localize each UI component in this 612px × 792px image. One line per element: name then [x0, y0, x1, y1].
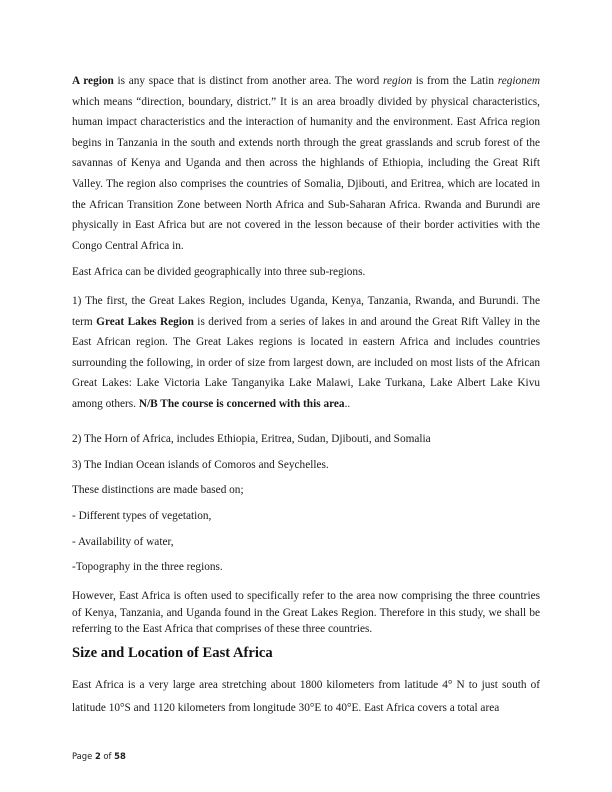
current-page-number: 2 — [94, 751, 101, 761]
paragraph-region-definition: A region is any space that is distinct from another area. The word region is from the Latin regionem which means “direction, boundary, district.” It is an area broadly divided by physical characteristics, human impact characteristics and the interaction of humanity and the environment. East Africa region begins in Tanzania in the south and extends north through the great grasslands and scrub forest of the savannas of Kenya and Uganda and then across the highlands of Ethiopia, including the Great Rift Valley. The region also comprises the countries of Somalia, Djibouti, and Eritrea, which are located in the African Transition Zone between North Africa and Sub-Saharan Africa. Rwanda and Burundi are physically in East Africa but are not covered in the lesson because of their border activities with the Congo Central Africa in. — [72, 75, 540, 252]
note-course-area: N/B The course is concerned with this area — [138, 397, 345, 410]
list-item-indian-ocean: 3) The Indian Ocean islands of Comoros and Seychelles. — [72, 459, 329, 471]
paragraph-sub-regions-intro: East Africa can be divided geographically into three sub-regions. — [72, 266, 366, 278]
paragraph-however: However, East Africa is often used to specifically refer to the area now comprising the three countries of Kenya, Tanzania, and Uganda found in the Great Lakes Region. Therefore in this study, we shall be referring to the East Africa that comprises of these three countries. — [72, 590, 540, 635]
section-heading: Size and Location of East Africa — [72, 645, 273, 661]
distinction-item: - Availability of water, — [72, 536, 174, 548]
total-pages: 58 — [114, 751, 126, 761]
distinctions-intro: These distinctions are made based on; — [72, 484, 244, 496]
distinction-item: -Topography in the three regions. — [72, 561, 223, 573]
paragraph-great-lakes: 1) The first, the Great Lakes Region, includes Uganda, Kenya, Tanzania, Rwanda, and Burundi. The term Great Lakes Region is derived from a series of lakes in and around the Great Rift Valley in the East African region. The Great Lakes regions is located in eastern Africa and includes countries surrounding the following, in order of size from largest down, are included on most lists of the African Great Lakes: Lake Victoria Lake Tanganyika Lake Malawi, Lake Turkana, Lake Albert Lake Kivu among others. N/B The course is concerned with this area.. — [72, 295, 540, 410]
bold-term-region: A region — [72, 75, 114, 87]
paragraph-size-location: East Africa is a very large area stretching about 1800 kilometers from latitude 4° N to just south of latitude 10°S and 1120 kilometers from longitude 30°E to 40°E. East Africa covers a total area — [72, 679, 540, 714]
list-item-horn-of-africa: 2) The Horn of Africa, includes Ethiopia, Eritrea, Sudan, Djibouti, and Somalia — [72, 433, 431, 445]
page-footer: Page 2 of 58 — [72, 751, 126, 761]
bold-term-great-lakes: Great Lakes Region — [96, 315, 194, 328]
italic-regionem: regionem — [497, 75, 540, 87]
distinction-item: - Different types of vegetation, — [72, 510, 212, 522]
italic-region: region — [383, 75, 413, 87]
